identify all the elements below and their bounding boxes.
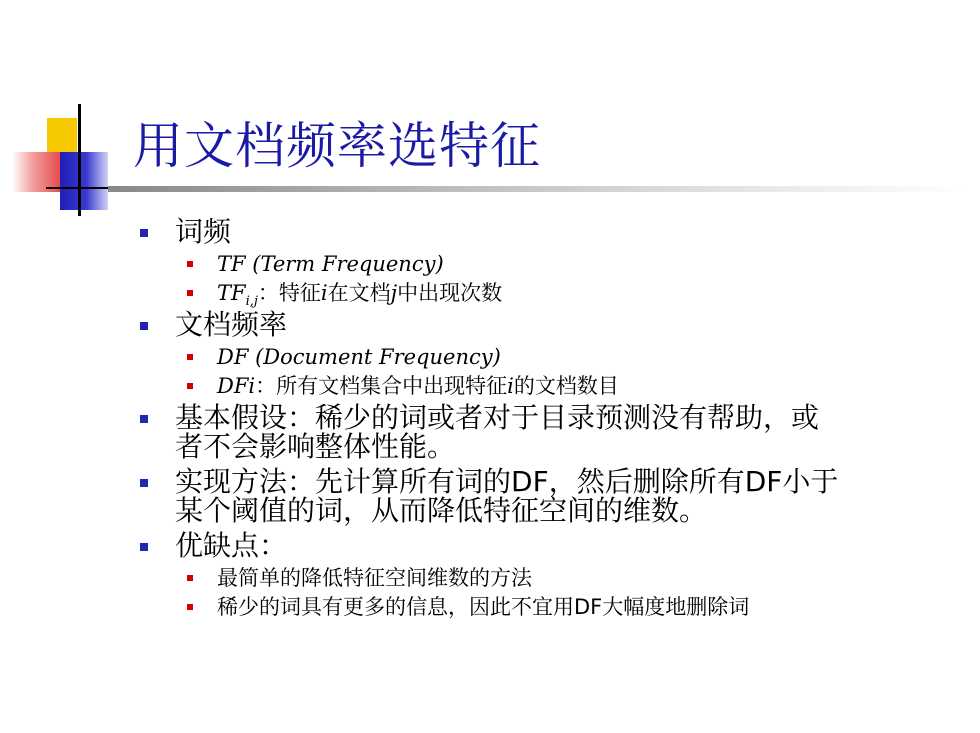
slide-body	[133, 217, 953, 624]
decor-blue-square	[60, 152, 108, 210]
pro-text: 最简单的降低特征空间维数的方法	[217, 566, 532, 590]
decor-vertical-line	[78, 104, 81, 216]
method-line-2: 某个阈值的词，从而降低特征空间的维数。	[175, 494, 708, 527]
bullet-basic-assumption	[133, 403, 953, 461]
sub-bullet-df-term	[133, 345, 953, 369]
tf-def-colon: ：特征	[257, 281, 321, 305]
con-text-a: 稀少的词具有更多的信息，因此不宜用	[217, 595, 574, 619]
tf-def-mid: 在文档	[327, 281, 391, 305]
assumption-line-2: 者不会影响整体性能。	[175, 430, 456, 463]
con-text-b: 大幅度地删除词	[602, 595, 750, 619]
method-df-1: DF	[511, 465, 549, 498]
df-heading: 文档频率	[175, 308, 288, 341]
tf-def-i: i	[320, 281, 328, 305]
method-df-2: DF	[744, 465, 783, 498]
bullet-term-frequency	[133, 217, 953, 246]
method-text-b: ，然后删除所有	[548, 465, 745, 498]
pros-cons-heading: 优缺点：	[175, 529, 288, 562]
title-underline	[108, 186, 970, 192]
df-def-suffix: 的文档数目	[513, 374, 619, 398]
bullet-implementation	[133, 467, 953, 525]
assumption-line-1: 基本假设：稀少的词或者对于目录预测没有帮助，或	[175, 401, 820, 434]
decor-yellow-square	[47, 118, 77, 154]
bullet-document-frequency	[133, 310, 953, 339]
sub-bullet-pro	[133, 566, 953, 590]
bullet-pros-cons	[133, 531, 953, 560]
df-def-mid: ：所有文档集合中出现特征	[255, 374, 508, 398]
sub-bullet-tf-definition	[133, 281, 953, 310]
tf-symbol: TF	[217, 281, 246, 305]
method-text-a: 实现方法：先计算所有词的	[175, 465, 512, 498]
method-text-c: 小于	[782, 465, 839, 498]
decor-horizontal-line	[46, 187, 110, 189]
sub-bullet-df-definition	[133, 374, 953, 398]
tf-subscript: i,j	[245, 294, 258, 310]
sub-bullet-tf-term	[133, 252, 953, 276]
con-df: DF	[574, 595, 603, 619]
slide-title: 用文档频率选特征	[133, 117, 541, 175]
df-term: DF (Document Frequency)	[217, 345, 501, 369]
df-symbol: DFi	[217, 374, 256, 398]
df-def-i: i	[507, 374, 514, 398]
tf-term: TF (Term Frequency)	[217, 252, 444, 276]
tf-def-j: j	[390, 281, 398, 305]
tf-heading: 词频	[175, 215, 232, 248]
sub-bullet-con	[133, 595, 953, 619]
tf-def-suffix: 中出现次数	[397, 281, 503, 305]
